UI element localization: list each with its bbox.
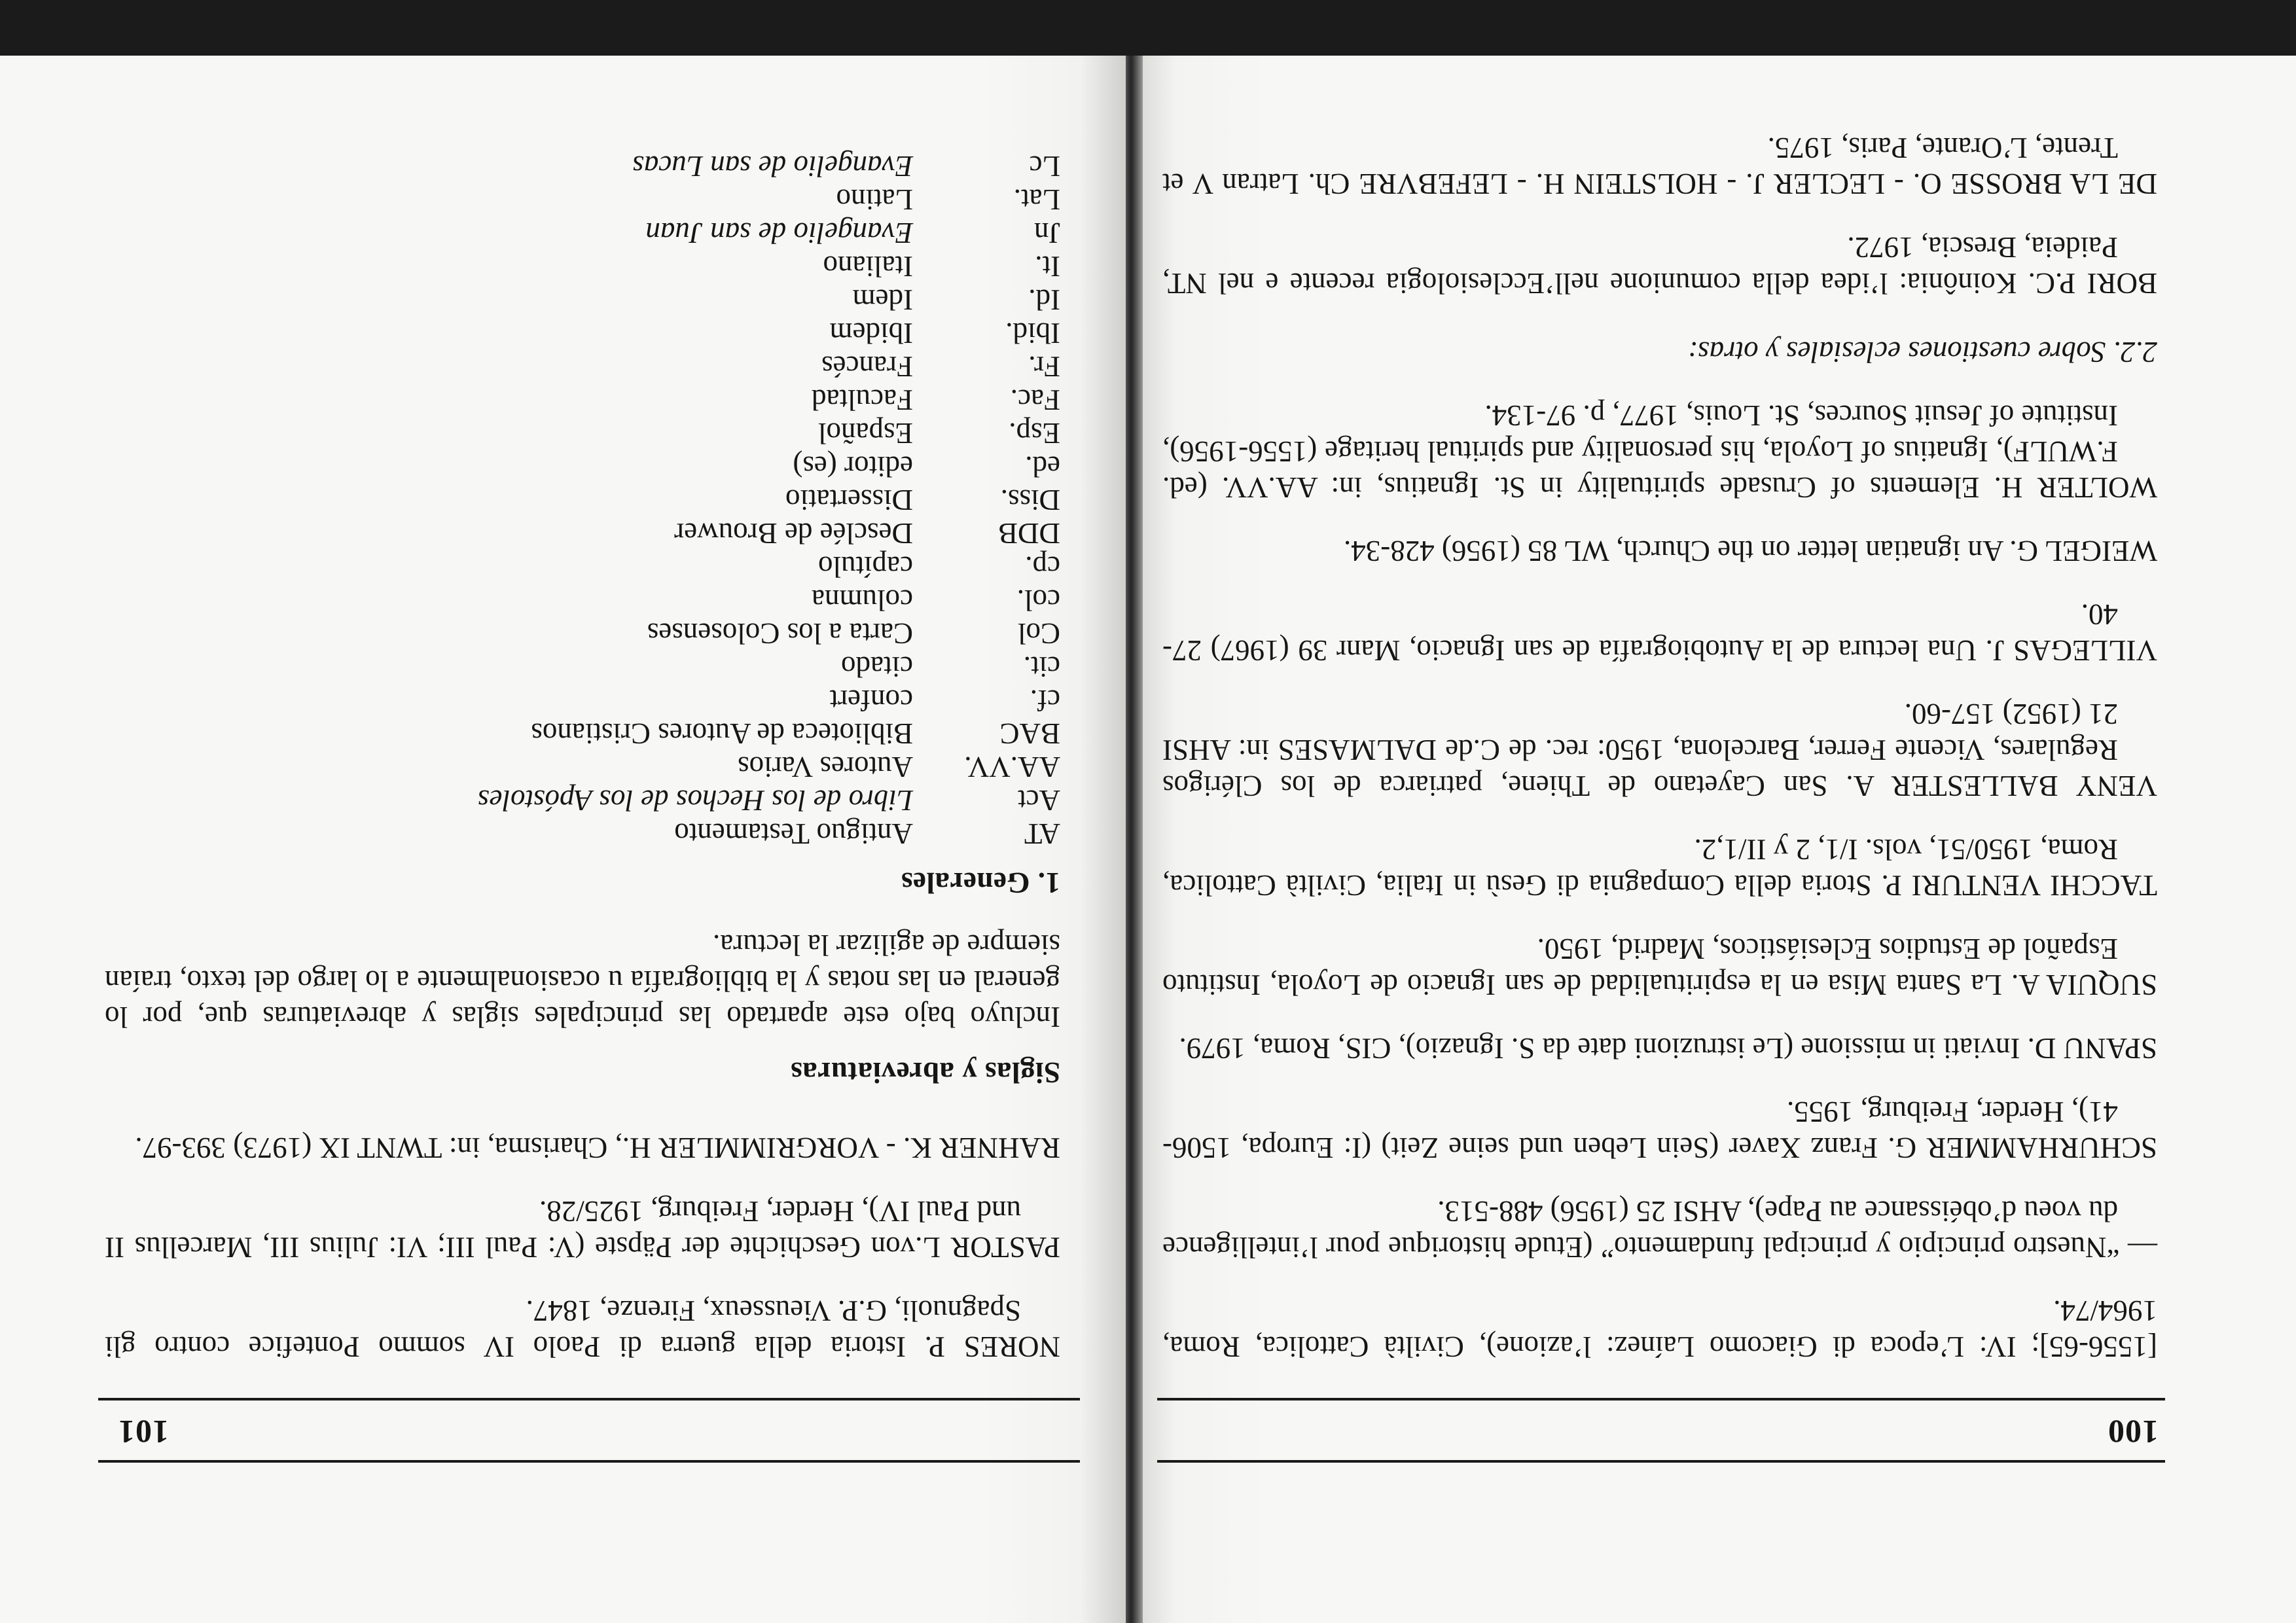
bib-entry: SCHURHAMMER G. Franz Xaver (Sein Leben und seine Zeit) (I: Europa, 1506-41), Herder, Freiburg, 1955. [1162,1096,2157,1164]
abbreviation-meaning: editor (es) [793,450,913,483]
abbreviation-meaning: Libro de los Hechos de los Apóstoles [478,784,913,817]
section-subheading: 2.2. Sobre cuestiones eclesiales y otras: [1688,336,2157,368]
page-number: 101 [118,1414,169,1450]
abbreviation-code: cit. [1023,651,1060,683]
bib-entry: VILLEGAS J. Una lectura de la Autobiografía de san Ignacio, Manr 39 (1967) 27-40. [1162,598,2157,667]
bib-entry: WEIGEL G. An ignatian letter on the Church, WL 85 (1956) 428-34. [1343,535,2157,567]
abbreviation-row [105,450,1060,483]
bib-entry: SUQUIA A. La Santa Misa en la espiritualidad de san Ignacio de Loyola, Instituto Español de Estudios Eclesiásticos, Madrid, 1950. [1162,933,2157,1001]
abbreviation-meaning: Latino [836,183,913,216]
bib-entry: SPANU D. Inviati in missione (Le istruzioni date da S. Ignazio), CIS, Roma, 1979. [1179,1032,2157,1065]
header-rule-top [98,1460,1080,1463]
abbreviation-row [105,550,1060,583]
abbreviation-row [105,249,1060,283]
abbreviation-code: Fr. [1028,350,1060,383]
abbreviation-code: Lc [1029,150,1060,183]
bib-entry: TACCHI VENTURI P. Storia della Compagnia di Gesù in Italia, Civiltà Cattolica, Roma, 1950/51, vols. I/1, 2 y II/1,2. [1162,833,2157,902]
abbreviation-row [105,183,1060,216]
abbreviation-meaning: Ibidem [829,317,913,349]
page-101 [0,56,1126,1623]
abbreviation-code: Esp. [1009,417,1060,450]
bib-entry: WOLTER H. Elements of Crusade spirituality in St. Ignatius, in: AA.VV. (ed. F.WULF), Ignatius of Loyola, his personality and spiritual heritage (1556-1956), Institute of Jesuit Sources, St. Louis, 1977, p. 97-134. [1162,399,2157,504]
abbreviation-meaning: Francés [821,350,913,383]
abbreviation-row [105,750,1060,783]
bib-entry: [1556-65]; IV: L’epoca di Giacomo Laínez: l’azione), Civiltà Cattolica, Roma, 1964/74. [1162,1294,2157,1363]
abbreviation-code: cf. [1030,684,1060,717]
abbreviation-row [105,283,1060,316]
header-rule-top [1157,1460,2165,1463]
abbreviation-code: Id. [1028,283,1060,316]
bib-entry: — “Nuestro principio y principal fundamento” (Etude historique pour l’intelligence du voeu d’obéissance au Pape), AHSI 25 (1956) 488-513. [1162,1195,2157,1264]
abbreviation-row [105,650,1060,683]
abbreviation-row [105,817,1060,850]
abbreviation-row [105,583,1060,616]
abbreviation-code: AA.VV. [964,751,1060,783]
abbreviation-row [105,616,1060,650]
abbreviation-code: It. [1035,250,1060,283]
page-number: 100 [2108,1414,2159,1450]
abbreviation-meaning: Evangelio de san Juan [645,217,913,249]
abbreviation-meaning: Español [818,417,913,450]
abbreviation-row [105,383,1060,416]
page-100 [1136,56,2296,1623]
abbreviation-row [105,149,1060,183]
bib-entry: VENY BALLESTER A. San Cayetano de Thiene, patriarca de los Clérigos Regulares, Vicente Ferrer, Barcelona, 1950: rec. de C.de DALMASES in: AHSI 21 (1952) 157-60. [1162,698,2157,802]
abbreviation-code: Jn [1033,217,1060,249]
abbreviation-row [105,516,1060,550]
header-rule-bottom [1157,1398,2165,1400]
abbreviation-code: AT [1024,817,1060,850]
abbreviation-list [105,149,1060,850]
abbreviation-meaning: Desclée de Brouwer [674,517,913,550]
abbreviation-row [105,349,1060,383]
abbreviation-meaning: Autores Varios [738,751,913,783]
abbreviation-code: DDB [997,517,1060,550]
abbreviation-code: Diss. [1000,484,1060,516]
abbreviation-meaning: columna [812,584,913,616]
abbreviation-meaning: Idem [852,283,913,316]
abbreviation-meaning: confert [829,684,913,717]
bibliography-text [105,149,1060,1364]
abbreviation-meaning: Facultad [812,383,913,416]
abbreviation-meaning: Evangelio de san Lucas [632,150,913,183]
header-rule-bottom [98,1398,1080,1400]
abbreviation-code: Act [1018,784,1060,817]
abbreviation-code: cp. [1025,550,1060,583]
section-title: Siglas y abreviaturas [790,1056,1060,1089]
abbreviation-code: ed. [1025,450,1060,483]
abbreviation-meaning: Italiano [823,250,913,283]
abbreviation-row [105,683,1060,717]
abbreviation-code: Fac. [1010,383,1060,416]
abbreviation-code: Col [1017,617,1060,650]
abbreviation-row [105,316,1060,349]
bib-entry: BORI P.C. Koinônia: l’idea della comunione nell’Ecclesiologia recente e nel NT, Paideia, Brescia, 1972. [1162,231,2157,300]
bibliography-text [1162,102,2157,1364]
abbreviation-code: Lat. [1013,183,1060,216]
bib-entry: PASTOR L.von Geschichte der Päpste (V: Paul III; VI: Julius III, Marcellus II und Paul IV), Herder, Freiburg, 1925/28. [105,1195,1060,1264]
abbreviation-code: BAC [999,717,1060,750]
abbreviation-meaning: citado [841,651,913,683]
bib-entry: NORES P. Istoria della guerra di Paolo IV sommo Pontefice contro gli Spagnuoli, G.P. Vieusseux, Firenze, 1847. [105,1294,1060,1363]
subsection-title: 1. Generales [901,866,1060,899]
bib-entry: DE LA BROSSE O. - LECLER J. - HOLSTEIN H. - LEFEBVRE Ch. Latran V et Trente, L’Orante, Paris, 1975. [1162,132,2157,200]
intro-paragraph: Incluyo bajo este apartado las principales siglas y abreviaturas que, por lo general en las notas y la bibliografía u ocasionalmente a lo largo del texto, traían siempre de agilizar la lectura. [105,929,1060,1033]
abbreviation-code: Ibid. [1005,317,1060,349]
abbreviation-row [105,483,1060,516]
abbreviation-code: col. [1016,584,1060,616]
abbreviation-meaning: Antiguo Testamento [674,817,913,850]
abbreviation-row [105,216,1060,249]
abbreviation-meaning: Dissertatio [785,484,913,516]
abbreviation-row [105,783,1060,817]
abbreviation-row [105,416,1060,450]
abbreviation-meaning: Biblioteca de Autores Cristianos [531,717,913,750]
abbreviation-meaning: Carta a los Colosenses [647,617,913,650]
bib-entry: RAHNER K. - VORGRIMMLER H., Charisma, in: TWNT IX (1973) 393-97. [135,1132,1060,1164]
abbreviation-meaning: capítulo [818,550,913,583]
abbreviation-row [105,717,1060,750]
